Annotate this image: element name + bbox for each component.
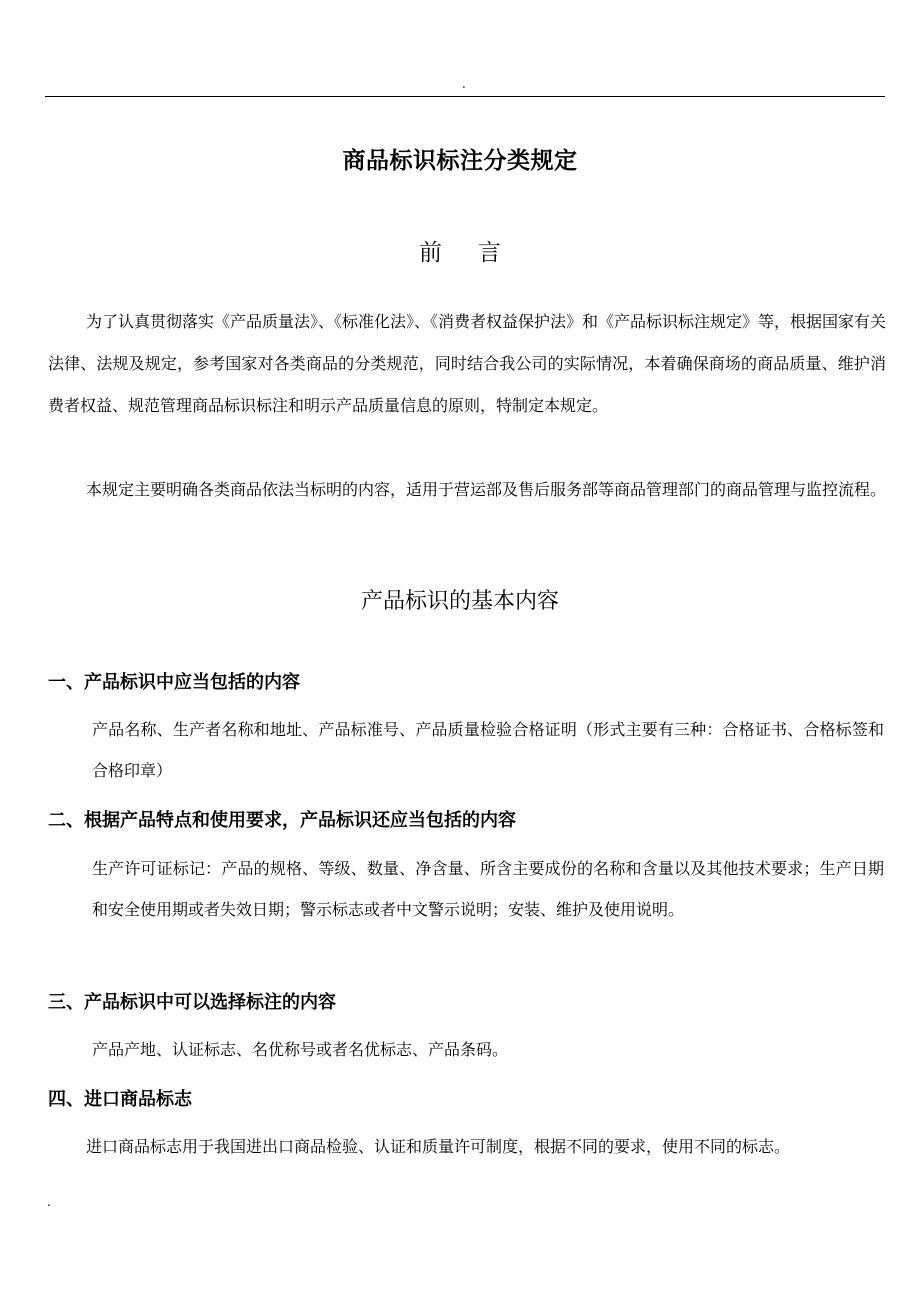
item-body: 产品产地、认证标志、名优称号或者名优标志、产品条码。	[92, 1040, 509, 1059]
item-heading: 三、产品标识中可以选择标注的内容	[48, 992, 336, 1013]
item-heading: 一、产品标识中应当包括的内容	[48, 672, 300, 693]
preface-paragraph: 本规定主要明确各类商品依法当标明的内容，适用于营运部及售后服务部等商品管理部门的商品管理与监控流程。	[86, 480, 887, 499]
item-heading: 四、进口商品标志	[48, 1089, 192, 1110]
document-title: 商品标识标注分类规定	[342, 148, 578, 174]
item-body: 进口商品标志用于我国进出口商品检验、认证和质量许可制度，根据不同的要求，使用不同的标志。	[86, 1137, 791, 1156]
footer-mark: .	[47, 1195, 51, 1209]
section-heading: 产品标识的基本内容	[360, 589, 559, 614]
preface-paragraph: 为了认真贯彻落实《产品质量法》、《标准化法》、《消费者权益保护法》和《产品标识标注规定》等，根据国家有关法律、法规及规定，参考国家对各类商品的分类规范，同时结合我公司的实际情况，本着确保商场的商品质量、维护消费者权益、规范管理商品标识标注和明示产品质量信息的原则，特制定本规定。	[48, 312, 887, 415]
preface-heading: 前言	[419, 240, 537, 266]
item-heading: 二、根据产品特点和使用要求，产品标识还应当包括的内容	[48, 810, 516, 831]
header-mark: .	[462, 77, 466, 91]
item-body: 生产许可证标记：产品的规格、等级、数量、净含量、所含主要成份的名称和含量以及其他技术要求；生产日期和安全使用期或者失效日期；警示标志或者中文警示说明；安装、维护及使用说明。	[92, 859, 884, 919]
item-body: 产品名称、生产者名称和地址、产品标准号、产品质量检验合格证明（形式主要有三种：合格证书、合格标签和合格印章）	[92, 720, 884, 780]
header-rule	[45, 96, 885, 97]
